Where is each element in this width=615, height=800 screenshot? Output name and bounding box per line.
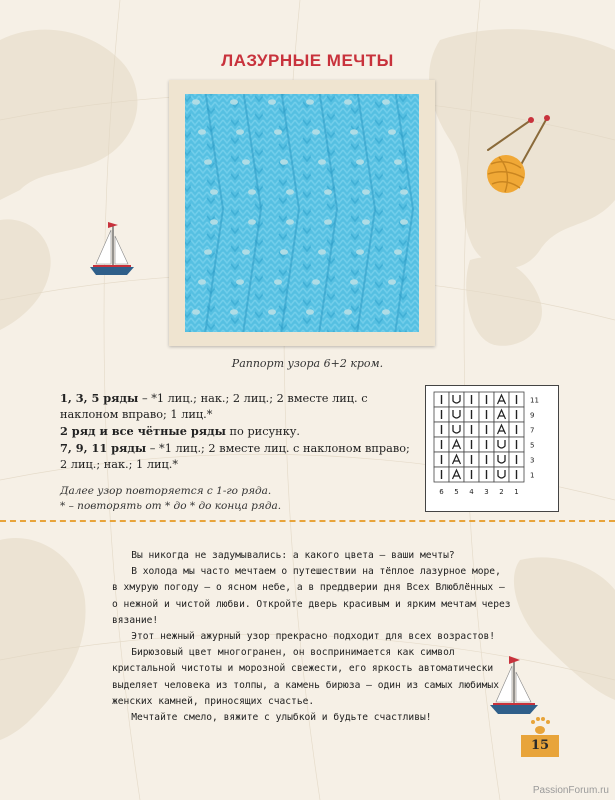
chart-cell: [449, 407, 464, 422]
article-paragraph: Бирюзовый цвет многогранен, он воспринимается как символ кристальной чистоты и морозной свежести, его яркость автоматически выделяет человека из толпы, а камень бирюза – один из самых любимых женских камней, приносящих счастье.: [112, 647, 499, 707]
instruction-rows-1-3-5: 1, 3, 5 ряды – *1 лиц.; нак.; 2 лиц.; 2 вместе лиц. с наклоном вправо; 1 лиц.*: [60, 391, 368, 421]
page-number: 15: [521, 735, 559, 757]
page-title: ЛАЗУРНЫЕ МЕЧТЫ: [221, 51, 394, 70]
photo-caption: Раппорт узора 6+2 кром.: [231, 357, 384, 370]
chart-cell: [494, 452, 509, 467]
chart-row-number: 1: [530, 471, 535, 480]
article-paragraph: Этот нежный ажурный узор прекрасно подходит для всех возрастов!: [131, 631, 496, 643]
sailboat-icon: [90, 222, 134, 275]
article-paragraph: Мечтайте смело, вяжите с улыбкой и будьте счастливы!: [131, 712, 432, 724]
repeat-note-line: Далее узор повторяется с 1-го ряда.: [60, 485, 272, 497]
chart-cell: [449, 422, 464, 437]
knitting-chart: [425, 385, 559, 512]
article-paragraph: В холода мы часто мечтаем о путешествии на тёплое лазурное море, в хмурую погоду – о ясном небе, а в преддверии дня Всех Влюблённых – о нежной и чистой любви. Откройте дверь красивым и ярким мечтам через вязание!: [112, 566, 511, 626]
dashed-divider: [0, 520, 615, 522]
repeat-note: [60, 484, 410, 514]
chart-cell: [494, 437, 509, 452]
knitting-sample-photo: [185, 94, 419, 332]
photo-frame: [169, 80, 435, 346]
chart-column-number: 6: [439, 488, 444, 496]
chart-cell: [494, 467, 509, 482]
chart-cell: [449, 392, 464, 407]
pattern-instructions: [60, 390, 410, 473]
chart-column-number: 1: [514, 488, 519, 496]
paw-print-icon: [531, 717, 550, 734]
chart-column-number: 2: [499, 488, 504, 496]
chart-row-number: 9: [530, 411, 535, 420]
chart-column-number: 4: [469, 488, 474, 496]
watermark: PassionForum.ru: [532, 785, 609, 796]
instruction-even-rows: 2 ряд и все чётные ряды по рисунку.: [60, 424, 301, 438]
repeat-note-line: * – повторять от * до * до конца ряда.: [60, 500, 282, 512]
article-text: [112, 548, 512, 726]
knit-texture: [185, 94, 419, 332]
chart-row-number: 3: [530, 456, 535, 465]
chart-row-number: 5: [530, 441, 535, 450]
chart-row-number: 11: [530, 396, 539, 405]
chart-row-number: 7: [530, 426, 535, 435]
article-paragraph: Вы никогда не задумывались: а какого цвета – ваши мечты?: [131, 550, 455, 561]
chart-column-number: 5: [454, 488, 459, 496]
knitting-chart-grid: [426, 386, 558, 511]
instruction-rows-7-9-11: 7, 9, 11 ряды – *1 лиц.; 2 вместе лиц. с наклоном вправо; 2 лиц.; нак.; 1 лиц.*: [60, 441, 410, 471]
chart-column-number: 3: [484, 488, 489, 496]
